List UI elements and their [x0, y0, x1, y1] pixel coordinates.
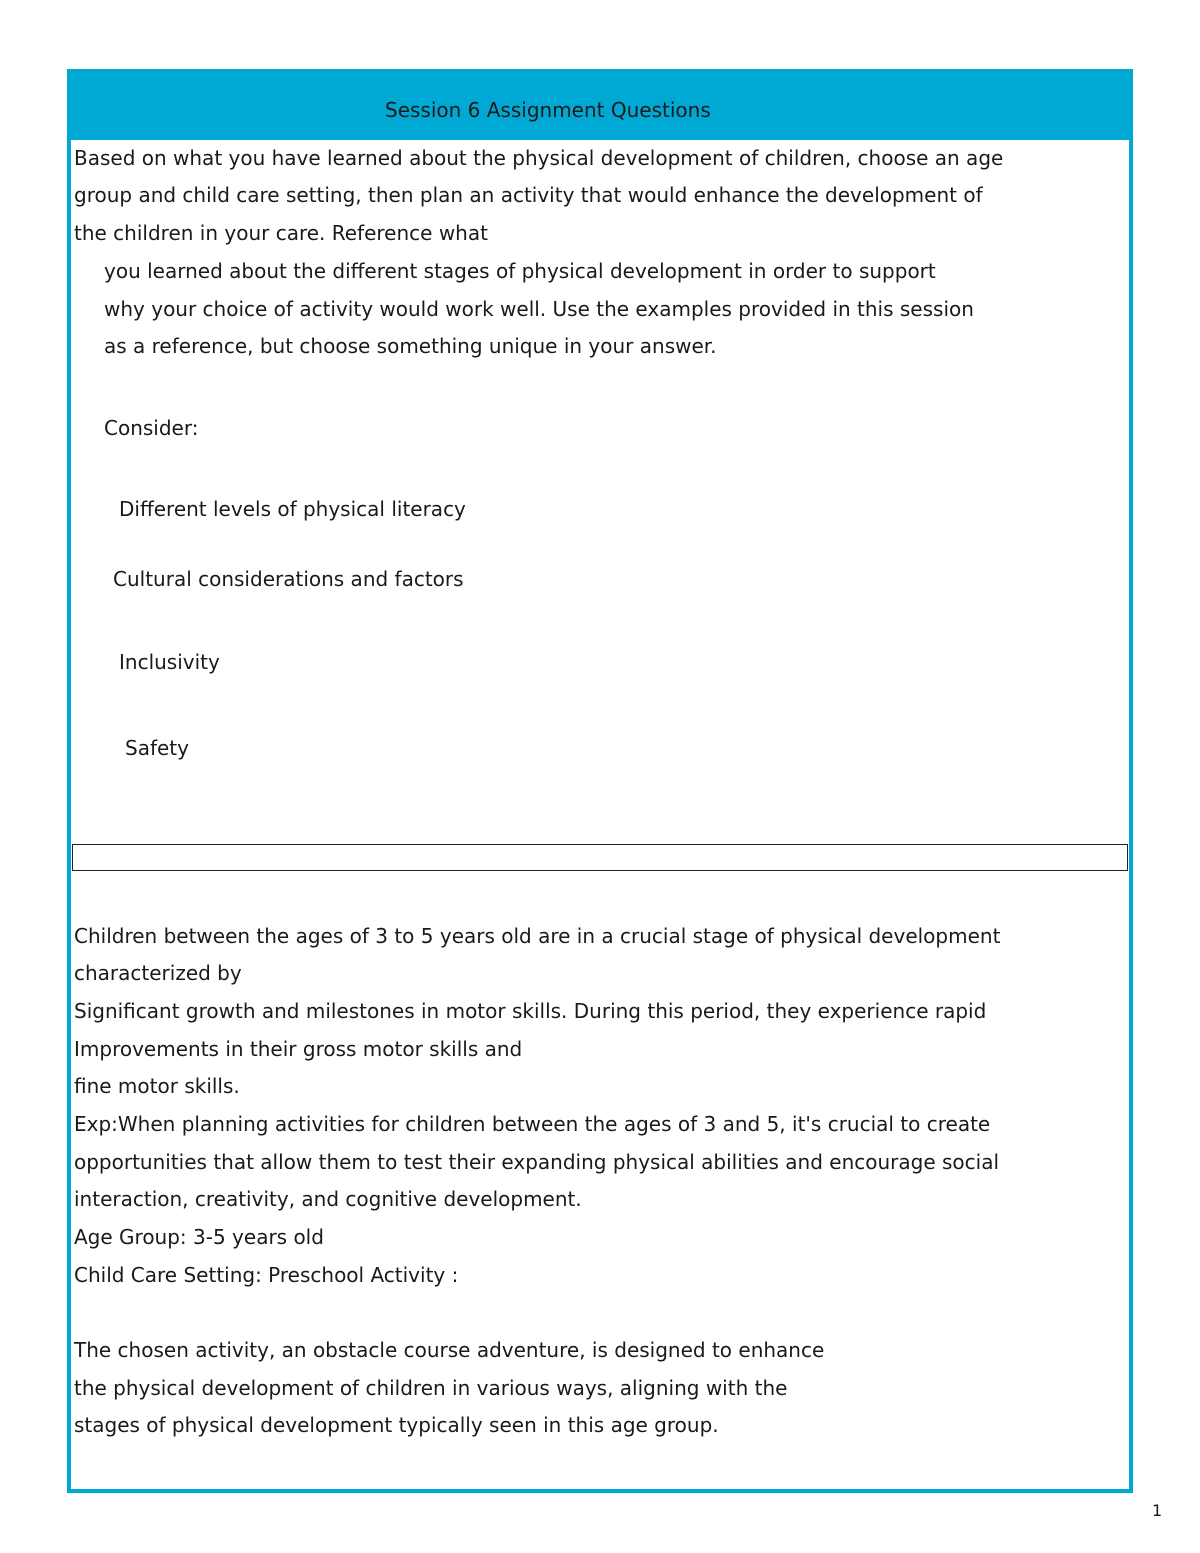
prompt-line-4: you learned about the different stages of physical development in order to support [104, 259, 936, 283]
page-title: Session 6 Assignment Questions [385, 98, 711, 122]
prompt-line-5: why your choice of activity would work well. Use the examples provided in this session [104, 297, 974, 321]
answer-line: characterized by [74, 961, 242, 985]
consideration-item: Safety [125, 736, 189, 760]
prompt-line-3: the children in your care. Reference what [74, 221, 488, 245]
consideration-item: Inclusivity [119, 650, 220, 674]
answer-line: the physical development of children in various ways, aligning with the [74, 1376, 788, 1400]
answer-line: Improvements in their gross motor skills and [74, 1037, 523, 1061]
header-band [71, 73, 1129, 140]
consideration-item: Cultural considerations and factors [113, 567, 464, 591]
answer-line: Age Group: 3-5 years old [74, 1225, 324, 1249]
answer-line: Child Care Setting: Preschool Activity : [74, 1263, 459, 1287]
answer-line: fine motor skills. [74, 1074, 240, 1098]
answer-input-box[interactable] [72, 844, 1128, 871]
consider-label: Consider: [104, 416, 199, 440]
prompt-line-2: group and child care setting, then plan an activity that would enhance the development of [74, 183, 983, 207]
page-number: 1 [1152, 1501, 1163, 1520]
answer-line: stages of physical development typically seen in this age group. [74, 1413, 719, 1437]
answer-line: Children between the ages of 3 to 5 years old are in a crucial stage of physical development [74, 924, 1001, 948]
answer-line: interaction, creativity, and cognitive development. [74, 1187, 582, 1211]
answer-line: The chosen activity, an obstacle course adventure, is designed to enhance [74, 1338, 825, 1362]
answer-line: Significant growth and milestones in motor skills. During this period, they experience rapid [74, 999, 987, 1023]
prompt-line-1: Based on what you have learned about the physical development of children, choose an age [74, 146, 1004, 170]
prompt-line-6: as a reference, but choose something unique in your answer. [104, 334, 717, 358]
answer-line: Exp:When planning activities for children between the ages of 3 and 5, it's crucial to create [74, 1112, 991, 1136]
answer-line: opportunities that allow them to test their expanding physical abilities and encourage social [74, 1150, 1000, 1174]
consideration-item: Different levels of physical literacy [119, 497, 466, 521]
